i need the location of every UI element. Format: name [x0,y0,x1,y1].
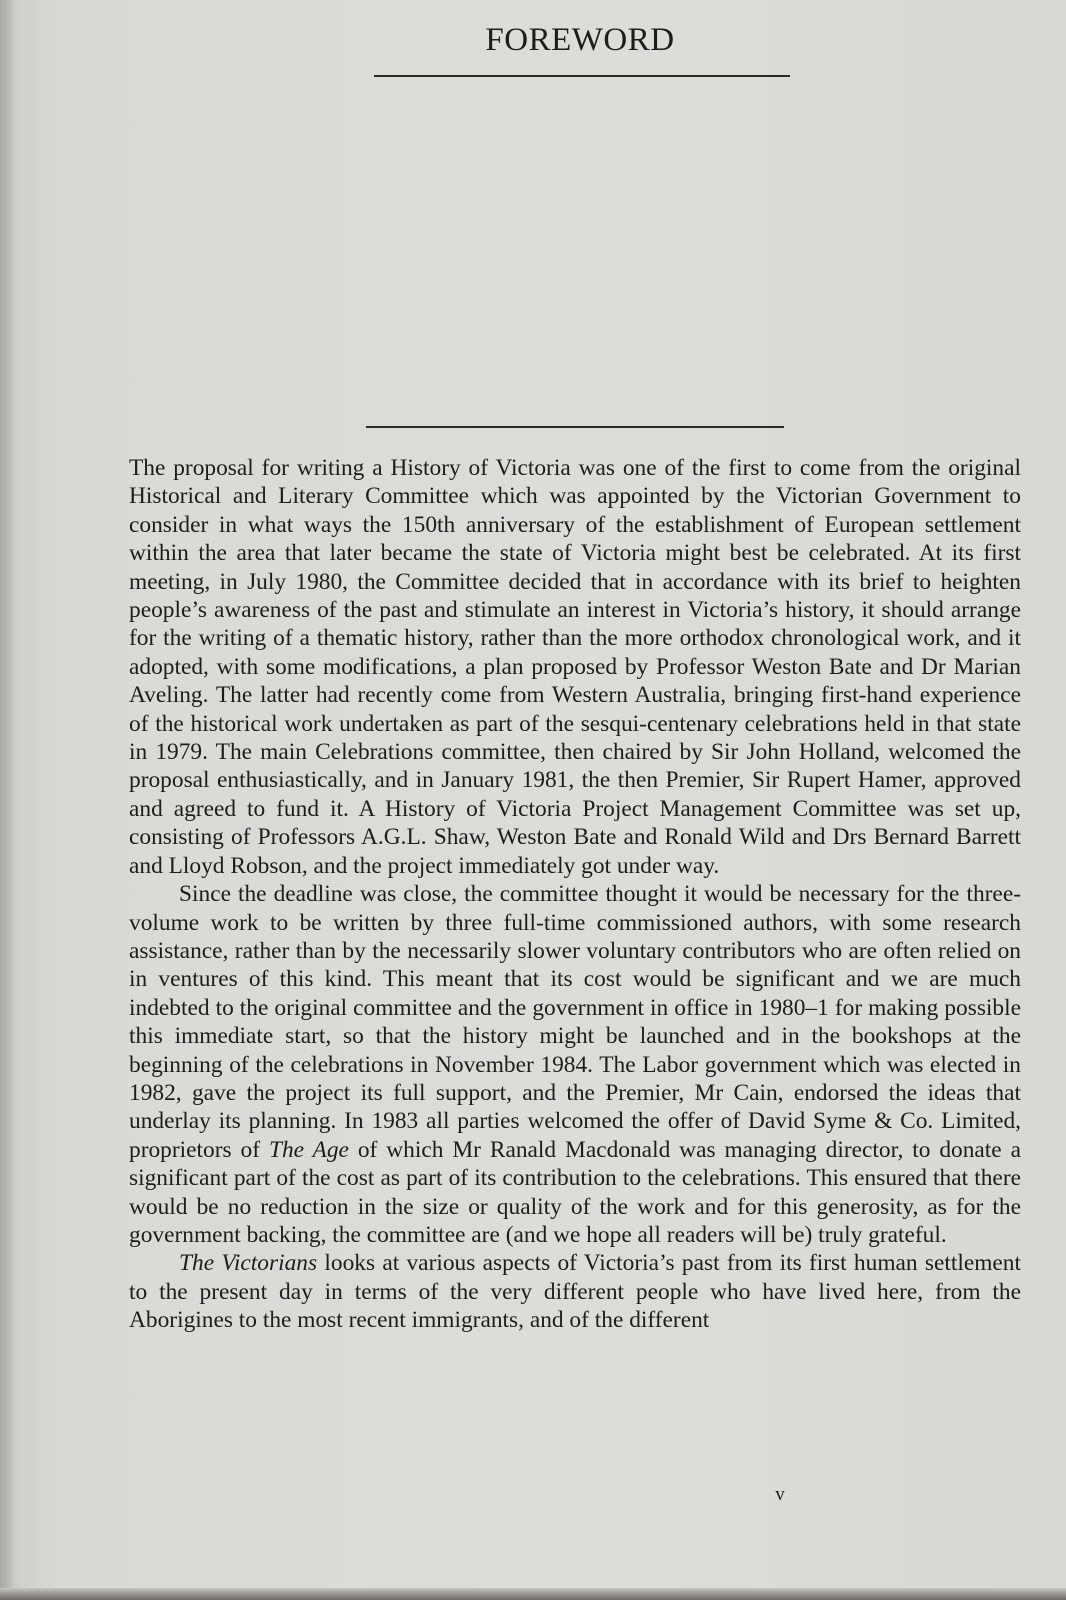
paragraph-2 [129,880,1021,1249]
book-title: The Victorians [179,1250,318,1277]
page-bottom-edge [0,1588,1066,1600]
page-number: v [775,1484,785,1505]
paragraph-2-text-a: Since the deadline was close, the committee thought it would be necessary for the three-volume work to be written by three full-time commissioned authors, with some research assistance, rather than by the necessarily slower voluntary contributors who are often relied on in ventures of this kind. This meant that its cost would be significant and we are much indebted to the original committee and the government in office in 1980–1 for making possible this immediate start, so that the history might be launched and in the bookshops at the beginning of the celebrations in November 1984. The Labor government which was elected in 1982, gave the project its full support, and the Premier, Mr Cain, endorsed the ideas that underlay its planning. In 1983 all parties welcomed the offer of David Syme & Co. Limited, proprietors of [129,881,1021,1163]
section-rule [366,426,784,428]
newspaper-title: The Age [268,1136,349,1163]
paragraph-3 [129,1249,1021,1334]
paragraph-2-text-b: of which Mr Ranald Macdonald was managing director, to donate a significant part of the cost as part of its contribution to the celebrations. This ensured that there would be no reduction in the size or quality of the work and for this generosity, as for the government backing, the committee are (and we hope all readers will be) truly grateful. [129,1136,1021,1248]
title-rule [374,75,790,77]
page-title: FOREWORD [485,22,675,58]
paragraph-1-text: The proposal for writing a History of Victoria was one of the first to come from the original Historical and Literary Committee which was appointed by the Victorian Government to consider in what ways the 150th anniversary of the establishment of European settlement within the area that later became the state of Victoria might best be celebrated. At its first meeting, in July 1980, the Committee decided that in accordance with its brief to heighten people’s awareness of the past and stimulate an interest in Victoria’s history, it should arrange for the writing of a thematic history, rather than the more orthodox chronological work, and it adopted, with some modifications, a plan proposed by Professor Weston Bate and Dr Marian Aveling. The latter had recently come from Western Australia, bringing first-hand experience of the historical work undertaken as part of the sesqui-centenary celebrations held in that state in 1979. The main Celebrations committee, then chaired by Sir John Holland, welcomed the proposal enthusiastically, and in January 1981, the then Premier, Sir Rupert Hamer, approved and agreed to fund it. A History of Victoria Project Management Committee was set up, consisting of Professors A.G.L. Shaw, Weston Bate and Ronald Wild and Drs Bernard Barrett and Lloyd Robson, and the project immediately got under way. [129,455,1021,879]
spine-shadow [0,0,14,1600]
foreword-body [129,454,1021,1335]
paragraph-1 [129,454,1021,880]
paragraph-3-text: looks at various aspects of Victoria’s past from its first human settlement to the present day in terms of the very different people who have lived here, from the Aborigines to the most recent immigrants, and of the different [129,1250,1021,1334]
